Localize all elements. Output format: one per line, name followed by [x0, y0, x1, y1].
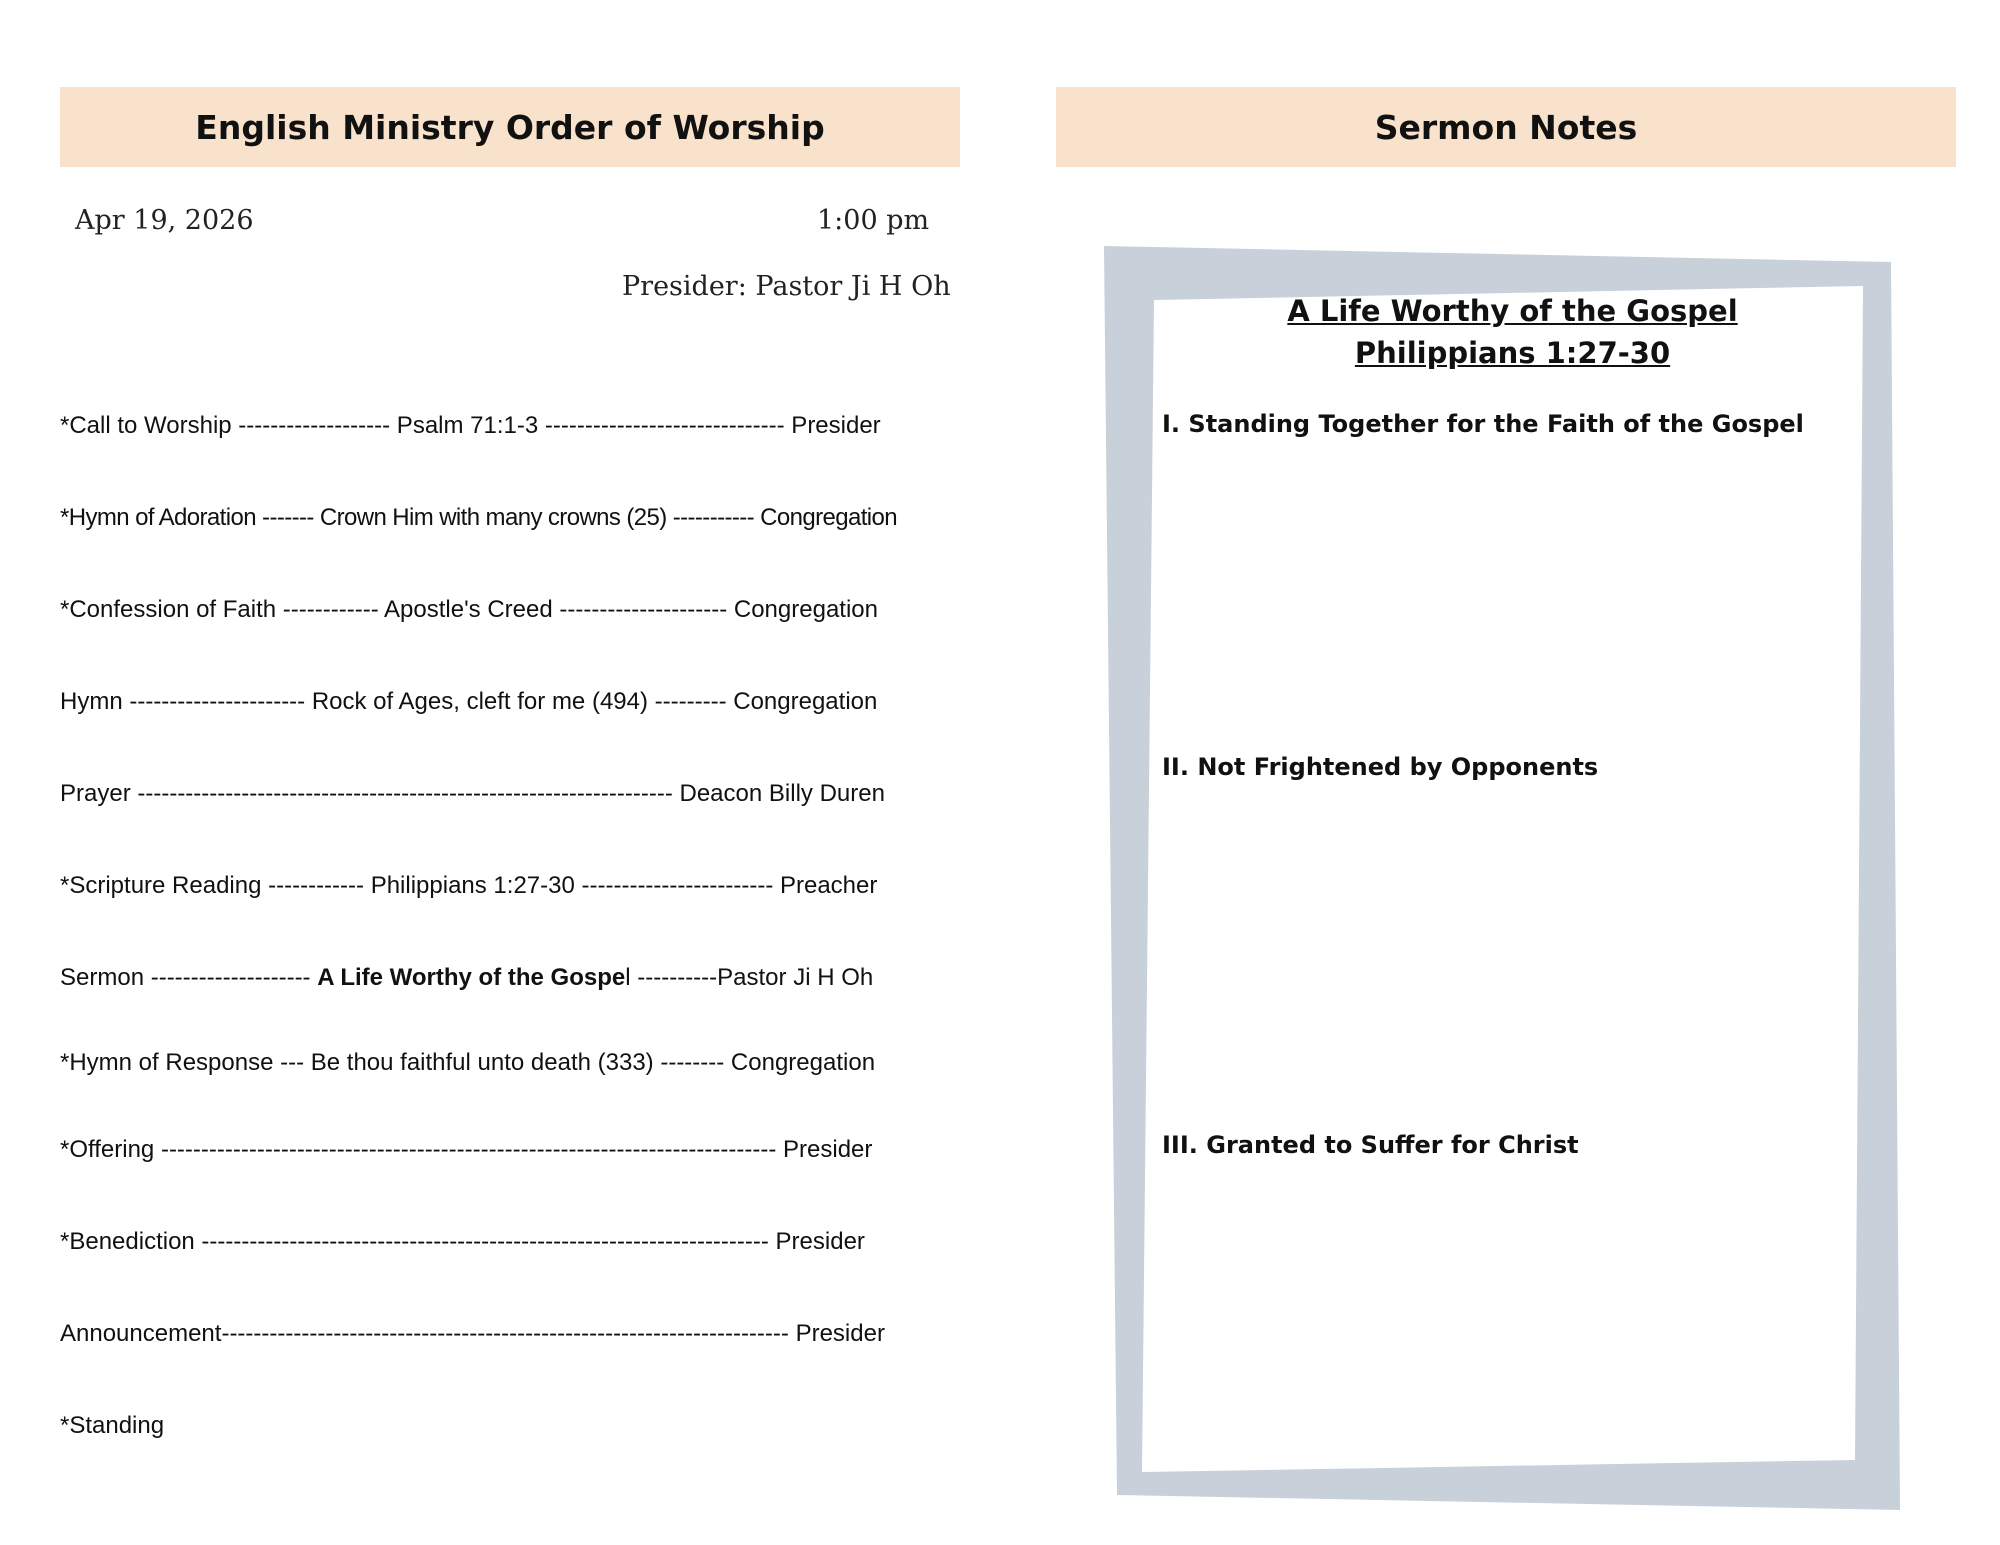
standing-note: *Standing	[60, 1412, 165, 1439]
sermon-point-1: I. Standing Together for the Faith of the Gospel	[1162, 410, 1804, 438]
order-of-worship-title: English Ministry Order of Worship	[195, 107, 825, 147]
worship-item-announcement: Announcement----------------------------------------------------------------------- Presider	[60, 1320, 885, 1347]
worship-item-offering: *Offering ----------------------------------------------------------------------------- Presider	[60, 1136, 873, 1163]
sermon-title-bold: A Life Worthy of the Gospe	[317, 964, 626, 991]
service-date: Apr 19, 2026	[75, 205, 254, 236]
worship-item-scripture-reading: *Scripture Reading ------------ Philippians 1:27-30 ------------------------ Preacher	[60, 872, 878, 899]
sermon-point-2: II. Not Frightened by Opponents	[1162, 753, 1599, 781]
notes-scripture: Philippians 1:27-30	[1354, 336, 1671, 370]
sermon-point-3: III. Granted to Suffer for Christ	[1162, 1131, 1579, 1159]
worship-item-confession-of-faith: *Confession of Faith ------------ Apostle's Creed --------------------- Congregation	[60, 596, 878, 623]
sermon-prefix: Sermon --------------------	[60, 964, 318, 991]
presider-line: Presider: Pastor Ji H Oh	[622, 271, 951, 302]
worship-item-hymn: Hymn ---------------------- Rock of Ages, cleft for me (494) --------- Congregation	[60, 688, 878, 715]
sermon-suffix: l ----------Pastor Ji H Oh	[625, 964, 874, 991]
sermon-notes-title: Sermon Notes	[1374, 107, 1638, 147]
notes-sermon-title: A Life Worthy of the Gospel	[1287, 294, 1738, 328]
service-time: 1:00 pm	[817, 205, 930, 236]
worship-item-benediction: *Benediction ----------------------------------------------------------------------- Presider	[60, 1228, 865, 1255]
worship-item-prayer: Prayer ------------------------------------------------------------------- Deacon Billy Duren	[60, 780, 885, 807]
worship-item-call-to-worship: *Call to Worship ------------------- Psalm 71:1-3 ------------------------------ Presider	[60, 412, 881, 439]
worship-item-hymn-of-adoration: *Hymn of Adoration ------- Crown Him with many crowns (25) ----------- Congregation	[60, 504, 898, 531]
worship-item-hymn-of-response: *Hymn of Response --- Be thou faithful unto death (333) -------- Congregation	[60, 1049, 876, 1076]
